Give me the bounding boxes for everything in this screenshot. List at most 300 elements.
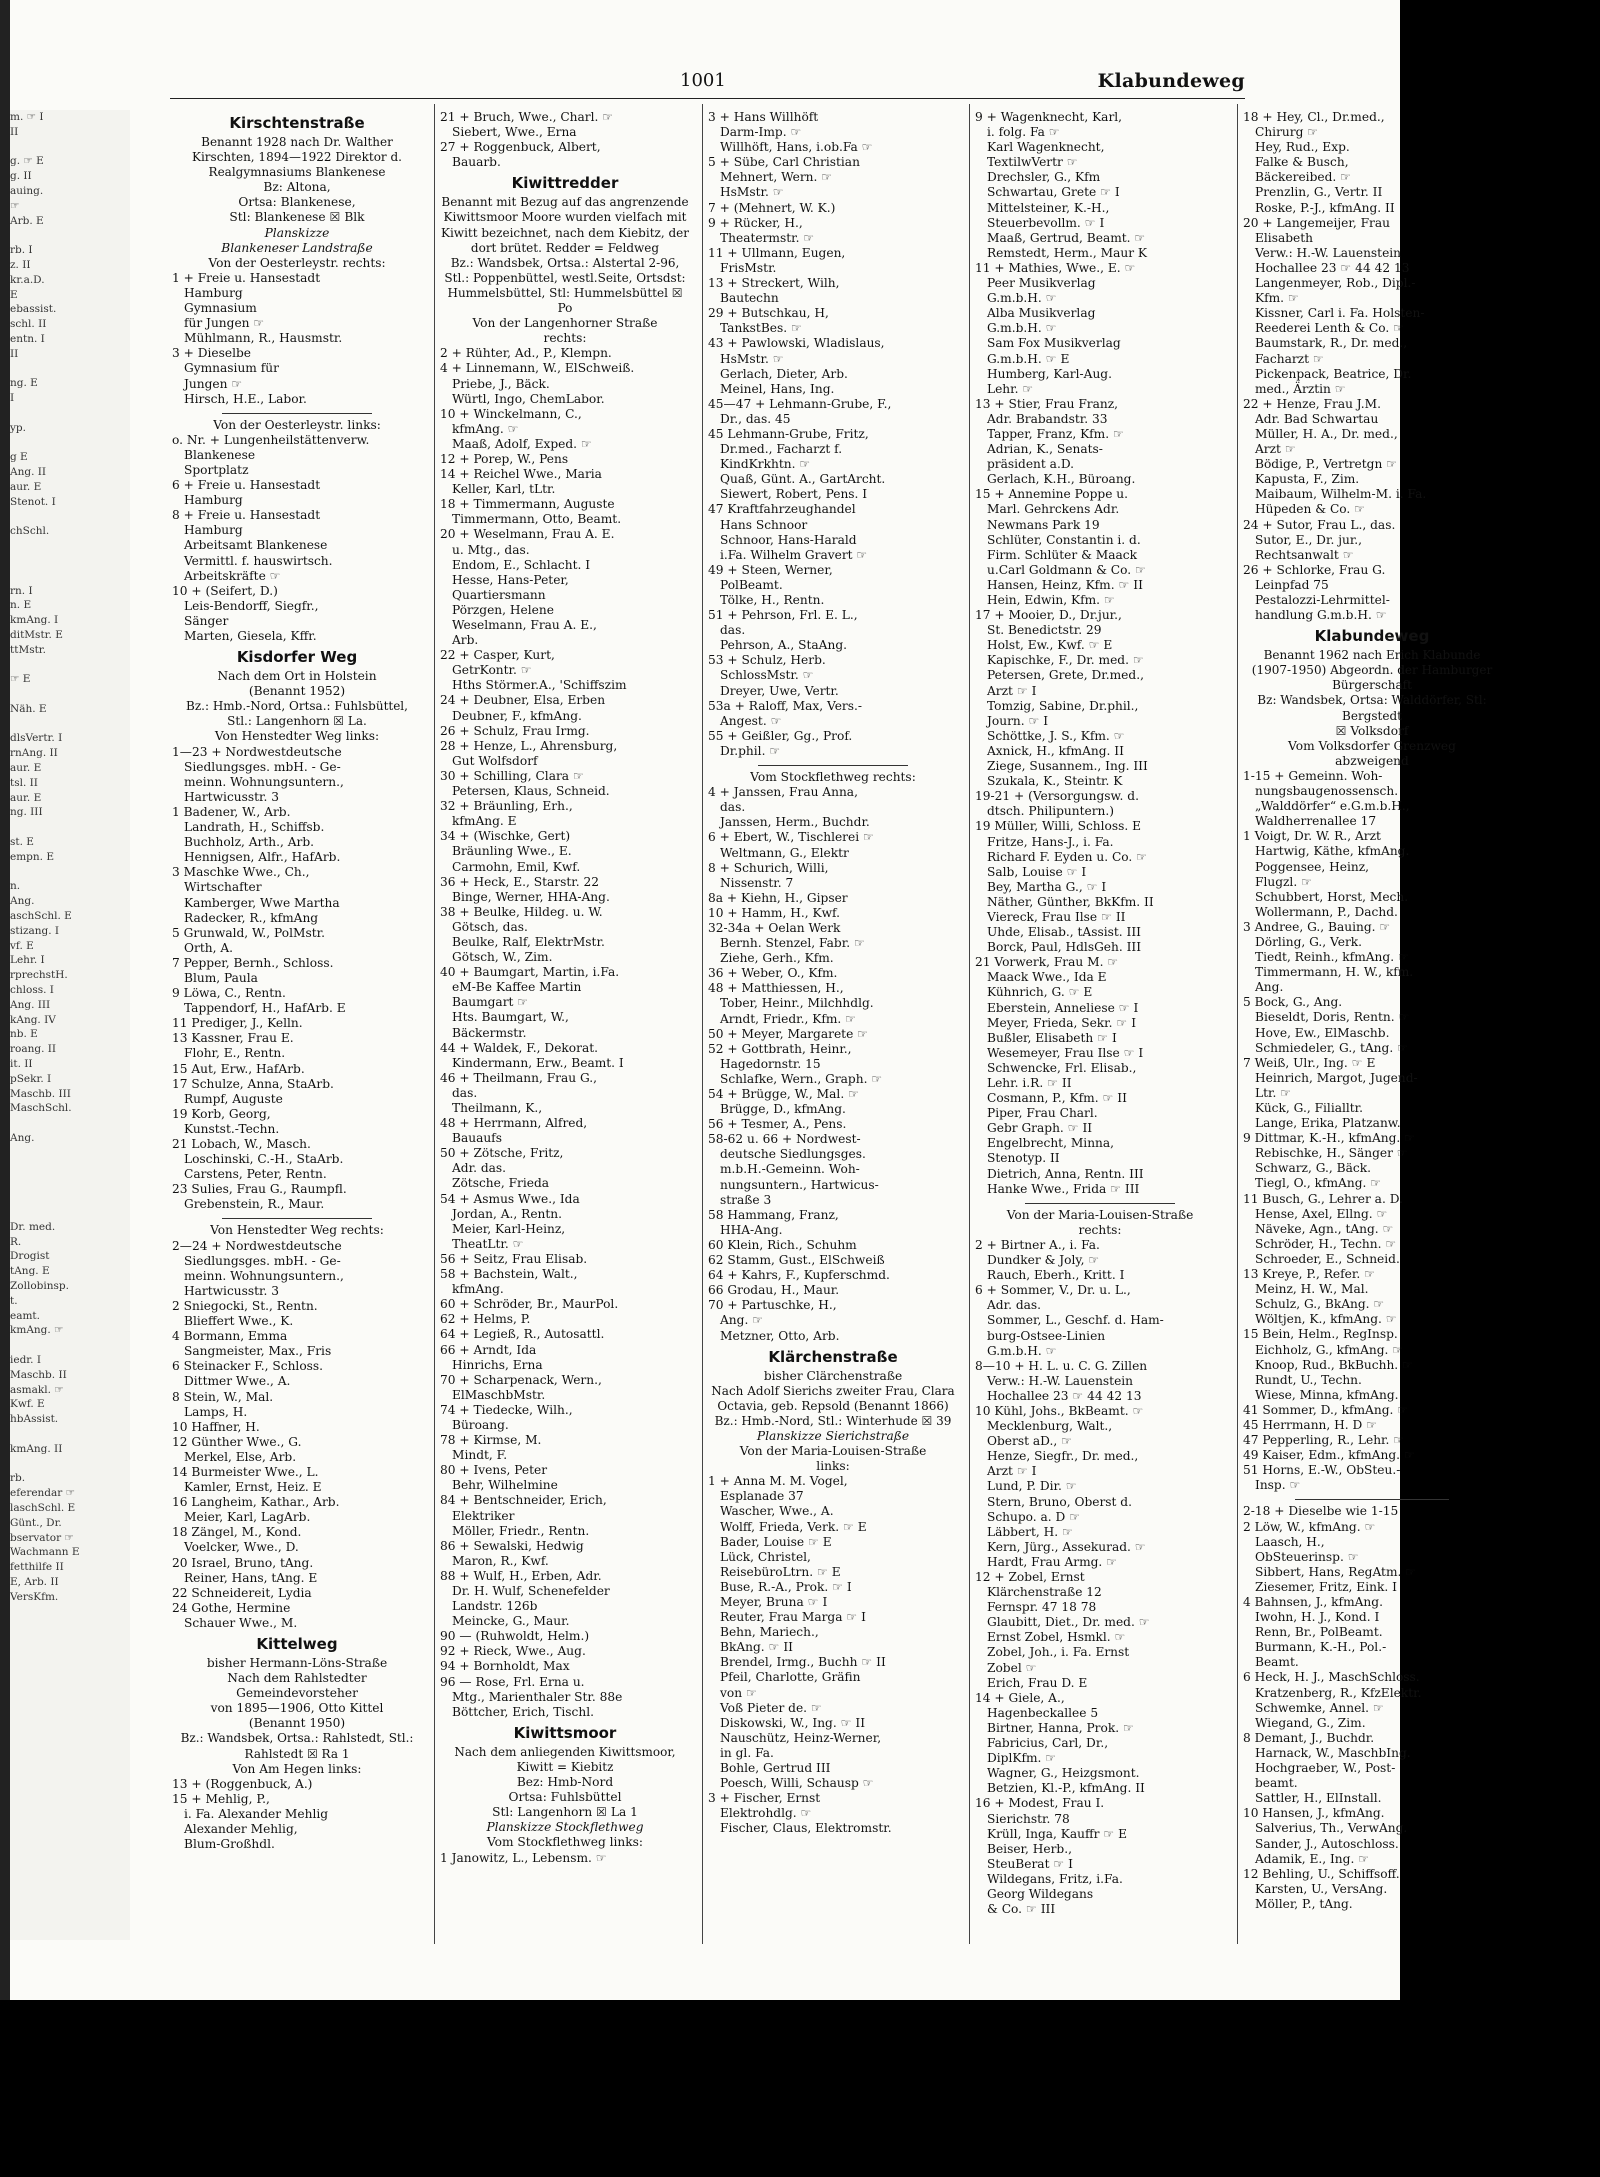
address-entry: 17 Schulze, Anna, StaArb. xyxy=(172,1076,334,1091)
resident-line: Flohr, E., Rentn. xyxy=(184,1046,286,1061)
resident-line: Hagenbeckallee 5 xyxy=(987,1705,1099,1720)
resident-line: Weltmann, G., Elektr xyxy=(720,845,849,860)
fragment-line: rn. I xyxy=(10,584,33,597)
resident-line: Kern, Jürg., Assekurad. ☞ xyxy=(987,1539,1146,1554)
resident-line: Hanke Wwe., Frida ☞ III xyxy=(987,1181,1140,1196)
fragment-line: laschSchl. E xyxy=(10,1501,76,1514)
resident-line: Hagedornstr. 15 xyxy=(720,1056,821,1071)
resident-line: Sangmeister, Max., Fris xyxy=(184,1344,332,1359)
resident-line: Kühnrich, G. ☞ E xyxy=(987,985,1093,1000)
address-entry: 17 + Mooier, D., Dr.jur., xyxy=(975,608,1122,623)
fragment-line xyxy=(10,1457,130,1472)
resident-line: Diskowski, W., Ing. ☞ II xyxy=(720,1715,866,1730)
resident-line: Facharzt ☞ xyxy=(1255,351,1324,366)
address-entry: 46 + Theilmann, Frau G., xyxy=(440,1070,598,1085)
resident-line: i. folg. Fa ☞ xyxy=(987,125,1060,140)
fragment-line: bservator ☞ xyxy=(10,1531,74,1544)
resident-line: Steuerbevollm. ☞ I xyxy=(987,215,1105,230)
resident-line: Adamik, E., Ing. ☞ xyxy=(1255,1851,1370,1866)
fragment-line: aur. E xyxy=(10,480,42,493)
address-entry: 2 Löw, W., kfmAng. ☞ xyxy=(1243,1519,1376,1534)
address-entry: 13 Kassner, Frau E. xyxy=(172,1031,294,1046)
resident-line: Rumpf, Auguste xyxy=(184,1091,283,1106)
section-caption: Von Henstedter Weg links: xyxy=(214,729,380,744)
resident-line: u. Mtg., das. xyxy=(452,542,530,557)
resident-line: Schröder, H., Techn. ☞ xyxy=(1255,1236,1397,1251)
resident-line: HsMstr. ☞ xyxy=(720,185,784,200)
resident-line: SteuBerat ☞ I xyxy=(987,1856,1073,1871)
fragment-line: E, Arb. II xyxy=(10,1575,59,1588)
resident-line: Büroang. xyxy=(452,1417,509,1432)
column-rule xyxy=(434,104,435,1944)
section-caption: (Benannt 1950) xyxy=(248,1716,346,1731)
resident-line: Arbeitskräfte ☞ xyxy=(184,568,281,583)
resident-line: kfmAng. ☞ xyxy=(452,421,519,436)
fragment-line xyxy=(10,569,130,584)
address-entry: 14 + Reichel Wwe., Maria xyxy=(440,467,602,482)
address-entry: 13 + Streckert, Wilh, xyxy=(708,276,840,291)
resident-line: Marten, Giesela, Kffr. xyxy=(184,629,317,643)
resident-line: Harnack, W., MaschbIng. xyxy=(1255,1745,1411,1760)
map-reference: Planskizze Stockflethweg xyxy=(486,1820,644,1835)
resident-line: Wiese, Minna, kfmAng. xyxy=(1255,1387,1399,1402)
street-note: Bz.: Wandsbek, Ortsa.: Rahlstedt, Stl.: Rahlstedt ☒ Ra 1 xyxy=(180,1731,414,1761)
resident-line: Adr. Bad Schwartau xyxy=(1255,411,1379,426)
fragment-line xyxy=(10,865,130,880)
resident-line: Piper, Frau Charl. xyxy=(987,1106,1098,1121)
address-entry: 19-21 + (Versorgungsw. d. xyxy=(975,789,1139,804)
address-entry: 62 Stamm, Gust., ElSchweiß xyxy=(708,1253,885,1268)
resident-line: Borck, Paul, HdlsGeh. III xyxy=(987,940,1142,955)
resident-line: Maack Wwe., Ida E xyxy=(987,970,1107,985)
resident-line: Darm-Imp. ☞ xyxy=(720,125,802,140)
address-entry: 54 + Brügge, W., Mal. ☞ xyxy=(708,1087,859,1101)
resident-line: Weselmann, Frau A. E., xyxy=(452,618,597,632)
fragment-line: E xyxy=(10,288,18,301)
resident-line: Voelcker, Wwe., D. xyxy=(184,1540,299,1555)
resident-line: Jungen ☞ xyxy=(184,376,243,391)
address-entry: 21 Vorwerk, Frau M. ☞ xyxy=(975,955,1119,970)
resident-line: Sibbert, Hans, RegAtm. ☞ xyxy=(1255,1564,1417,1579)
resident-line: Hochallee 23 ☞ 44 42 13 xyxy=(987,1388,1142,1403)
resident-line: das. xyxy=(720,800,746,815)
fragment-line xyxy=(10,1338,130,1353)
address-entry: 47 Kraftfahrzeughandel xyxy=(708,502,856,517)
resident-line: Schwartau, Grete ☞ I xyxy=(987,185,1120,200)
resident-line: Deubner, F., kfmAng. xyxy=(452,708,582,723)
resident-line: m.b.H.-Gemeinn. Woh- xyxy=(720,1162,860,1177)
resident-line: Meier, Karl-Heinz, xyxy=(452,1221,566,1236)
fragment-line: eferendar ☞ xyxy=(10,1487,76,1500)
fragment-line: ditMstr. E xyxy=(10,628,63,641)
resident-line: Meier, Karl, LagArb. xyxy=(184,1510,311,1525)
resident-line: Stenotyp. II xyxy=(987,1151,1060,1166)
column-rule xyxy=(702,104,703,1944)
resident-line: Wascher, Wwe., A. xyxy=(720,1504,834,1519)
resident-line: Eberstein, Anneliese ☞ I xyxy=(987,1000,1139,1015)
resident-line: Siedlungsges. mbH. - Ge- xyxy=(184,759,341,774)
section-caption: Von Am Hegen links: xyxy=(232,1761,362,1776)
resident-line: Alba Musikverlag xyxy=(987,306,1096,321)
address-entry: 3 + Fischer, Ernst xyxy=(708,1791,821,1806)
fragment-line: rb. xyxy=(10,1472,26,1485)
directory-column-5 xyxy=(1243,110,1501,1940)
address-entry: 53 + Schulz, Herb. xyxy=(708,653,826,668)
address-entry: 48 + Herrmann, Alfred, xyxy=(440,1116,588,1131)
resident-line: Pehrson, A., StaAng. xyxy=(720,638,847,653)
address-entry: 8a + Kiehn, H., Gipser xyxy=(708,890,848,905)
resident-line: Hamburg xyxy=(184,285,243,300)
resident-line: Möller, P., tAng. xyxy=(1255,1896,1353,1911)
address-entry: 4 Bahnsen, J., kfmAng. xyxy=(1243,1595,1383,1609)
resident-line: Lehr. ☞ xyxy=(987,381,1034,396)
address-entry: 38 + Beulke, Hildeg. u. W. xyxy=(440,904,603,919)
resident-line: Quaß, Günt. A., GartArcht. xyxy=(720,472,886,487)
address-entry: 22 Schneidereit, Lydia xyxy=(172,1585,312,1600)
resident-line: Orth, A. xyxy=(184,940,233,955)
fragment-line: m. ☞ I xyxy=(10,111,44,123)
resident-line: Gerlach, Dieter, Arb. xyxy=(720,366,848,381)
section-caption: abzweigend xyxy=(1335,753,1409,768)
address-entry: 40 + Baumgart, Martin, i.Fa. xyxy=(440,965,620,980)
resident-line: Bußler, Elisabeth ☞ I xyxy=(987,1030,1117,1045)
resident-line: Dr., das. 45 xyxy=(720,411,791,426)
fragment-line xyxy=(10,1205,130,1220)
address-entry: 8 + Freie u. Hansestadt xyxy=(172,508,321,523)
resident-line: Holst, Ew., Kwf. ☞ E xyxy=(987,638,1113,653)
resident-line: Drechsler, G., Kfm xyxy=(987,170,1101,185)
fragment-line: chSchl. xyxy=(10,525,50,538)
address-entry: 90 — (Ruhwoldt, Helm.) xyxy=(440,1629,590,1644)
fragment-line: kmAng. ☞ xyxy=(10,1324,64,1337)
section-caption: bisher Clärchenstraße xyxy=(763,1368,903,1383)
resident-line: Salb, Louise ☞ I xyxy=(987,864,1087,879)
fragment-line: eamt. xyxy=(10,1309,40,1322)
fragment-line: ttMstr. xyxy=(10,643,47,656)
address-entry: 15 + Annemine Poppe u. xyxy=(975,487,1129,502)
resident-line: Blum, Paula xyxy=(184,970,258,985)
section-caption: Von der Oesterleystr. links: xyxy=(213,417,381,432)
address-entry: 10 + (Seifert, D.) xyxy=(172,583,278,598)
section-caption: Vom Stockflethweg links: xyxy=(486,1835,644,1850)
fragment-line: roang. II xyxy=(10,1043,57,1056)
resident-line: PolBeamt. xyxy=(720,577,783,592)
resident-line: Dietrich, Anna, Rentn. III xyxy=(987,1166,1144,1181)
fragment-line xyxy=(10,510,130,525)
fragment-line: hbAssist. xyxy=(10,1413,59,1426)
resident-line: Firm. Schlüter & Maack xyxy=(987,547,1138,562)
resident-line: Möller, Friedr., Rentn. xyxy=(452,1523,590,1538)
resident-line: Reuter, Frau Marga ☞ I xyxy=(720,1610,866,1625)
fragment-line: Ang. xyxy=(10,895,35,908)
fragment-line: auing. xyxy=(10,184,44,197)
resident-line: Reiner, Hans, tAng. E xyxy=(184,1570,318,1585)
address-entry: 54 + Asmus Wwe., Ida xyxy=(440,1191,580,1206)
address-entry: 14 + Giele, A., xyxy=(975,1690,1065,1705)
fragment-line: schl. II xyxy=(10,318,47,331)
previous-page-fragment xyxy=(10,110,130,1940)
address-entry: 66 Grodau, H., Maur. xyxy=(708,1283,840,1298)
fragment-line: chloss. I xyxy=(10,984,54,997)
resident-line: Lange, Erika, Platzanw. xyxy=(1255,1116,1401,1131)
section-separator xyxy=(222,1218,372,1219)
address-entry: 13 Kreye, P., Refer. ☞ xyxy=(1243,1267,1375,1282)
section-caption: Stl: Blankenese ☒ Blk xyxy=(229,210,365,225)
address-entry: 30 + Schilling, Clara ☞ xyxy=(440,768,584,783)
resident-line: Bieseldt, Doris, Rentn. ☞ xyxy=(1255,1010,1410,1025)
resident-line: Klärchenstraße 12 xyxy=(987,1585,1102,1600)
resident-line: Schlafke, Wern., Graph. ☞ xyxy=(720,1071,883,1086)
section-caption: Stl: Langenhorn ☒ La 1 xyxy=(492,1805,638,1820)
resident-line: GetrKontr. ☞ xyxy=(452,663,532,678)
fragment-line: tAng. E xyxy=(10,1265,50,1278)
resident-line: KindKrkhtn. ☞ xyxy=(720,457,811,472)
resident-line: Heinrich, Margot, Jugend- xyxy=(1255,1070,1418,1085)
address-entry: 6 Heck, H. J., MaschSchloss. xyxy=(1243,1670,1420,1685)
resident-line: Verw.: H.-W. Lauenstein xyxy=(1255,245,1402,260)
resident-line: Rechtsanwalt ☞ xyxy=(1255,547,1354,562)
fragment-line: R. xyxy=(10,1235,22,1248)
resident-line: Binge, Werner, HHA-Ang. xyxy=(452,889,610,904)
resident-line: Kamberger, Wwe Martha xyxy=(184,895,340,910)
resident-line: Kück, G., Filialltr. xyxy=(1255,1101,1364,1115)
resident-line: Roske, P.-J., kfmAng. II xyxy=(1255,200,1395,215)
address-entry: 21 + Bruch, Wwe., Charl. ☞ xyxy=(440,110,614,124)
fragment-line: g E xyxy=(10,451,28,464)
address-entry: 4 + Janssen, Frau Anna, xyxy=(708,785,858,800)
resident-line: Götsch, W., Zim. xyxy=(452,950,553,965)
fragment-line: vf. E xyxy=(10,939,34,952)
fragment-line: yp. xyxy=(10,421,26,434)
street-note: Nach dem anliegenden Kiwittsmoor, Kiwitt = Kiebitz xyxy=(454,1744,676,1774)
resident-line: HsMstr. ☞ xyxy=(720,351,784,366)
resident-line: Hartwicusstr. 3 xyxy=(184,1283,280,1298)
resident-line: Meyer, Frieda, Sekr. ☞ I xyxy=(987,1015,1137,1030)
street-heading: Klabundeweg xyxy=(1314,627,1430,646)
resident-line: Maibaum, Wilhelm-M. i. Fa. xyxy=(1255,487,1427,502)
resident-line: Kapusta, F., Zim. xyxy=(1255,472,1360,487)
resident-line: Rundt, U., Techn. xyxy=(1255,1372,1362,1387)
address-entry: 6 + Freie u. Hansestadt xyxy=(172,478,321,493)
address-entry: 20 Israel, Bruno, tAng. xyxy=(172,1555,314,1570)
resident-line: Lehr. i.R. ☞ II xyxy=(987,1076,1072,1090)
fragment-line xyxy=(10,1427,130,1442)
address-entry: 8—10 + H. L. u. C. G. Zillen xyxy=(975,1358,1148,1373)
section-caption: Nach dem Rahlstedter xyxy=(227,1671,367,1686)
resident-line: Fabricius, Carl, Dr., xyxy=(987,1736,1109,1751)
resident-line: G.m.b.H. ☞ xyxy=(987,321,1057,336)
resident-line: Siewert, Robert, Pens. I xyxy=(720,487,868,502)
resident-line: Timmermann, H. W., kfm. xyxy=(1255,965,1414,980)
resident-line: Hüpeden & Co. ☞ xyxy=(1255,502,1366,517)
section-caption: rechts: xyxy=(543,331,587,346)
section-caption: von 1895—1906, Otto Kittel xyxy=(210,1701,384,1716)
resident-line: Theilmann, K., xyxy=(452,1101,543,1115)
resident-line: Beulke, Ralf, ElektrMstr. xyxy=(452,934,605,949)
address-entry: 1 Janowitz, L., Lebensm. ☞ xyxy=(440,1850,607,1865)
resident-line: Hesse, Hans-Peter, xyxy=(452,572,569,587)
resident-line: Radecker, R., kfmAng xyxy=(184,910,319,925)
resident-line: Petersen, Klaus, Schneid. xyxy=(452,784,610,799)
address-entry: 3 Maschke Wwe., Ch., xyxy=(172,865,310,880)
resident-line: Meincke, G., Maur. xyxy=(452,1614,570,1629)
address-entry: 7 + (Mehnert, W. K.) xyxy=(708,200,836,215)
address-entry: 8 Stein, W., Mal. xyxy=(172,1389,274,1404)
resident-line: Arbeitsamt Blankenese xyxy=(184,538,328,553)
resident-line: & Co. ☞ III xyxy=(987,1902,1056,1917)
resident-line: Beamt. xyxy=(1255,1655,1299,1670)
street-heading: Kiwittredder xyxy=(511,174,619,193)
resident-line: Wildegans, Fritz, i.Fa. xyxy=(987,1871,1123,1886)
address-entry: 48 + Matthiessen, H., xyxy=(708,981,844,996)
resident-line: Dreyer, Uwe, Vertr. xyxy=(720,683,839,698)
resident-line: Wesemeyer, Frau Ilse ☞ I xyxy=(987,1045,1144,1060)
resident-line: Gut Wolfsdorf xyxy=(452,753,538,768)
address-entry: 27 + Roggenbuck, Albert, xyxy=(440,140,601,155)
section-caption: ☒ Volksdorf xyxy=(1335,723,1409,738)
resident-line: Götsch, das. xyxy=(452,919,528,934)
fragment-line: I xyxy=(10,392,15,405)
resident-line: Hense, Axel, Ellng. ☞ xyxy=(1255,1206,1388,1221)
resident-line: Burmann, K.-H., Pol.- xyxy=(1255,1640,1387,1655)
fragment-line: II xyxy=(10,347,19,360)
street-heading: Kisdorfer Weg xyxy=(236,648,358,667)
fragment-line: Kwf. E xyxy=(10,1398,45,1411)
resident-line: für Jungen ☞ xyxy=(184,316,265,331)
fragment-line: stizang. I xyxy=(10,924,60,937)
fragment-line: fetthilfe II xyxy=(10,1561,64,1574)
resident-line: Gebr Graph. ☞ II xyxy=(987,1121,1093,1136)
resident-line: Hirsch, H.E., Labor. xyxy=(184,391,307,406)
fragment-line: rprechstH. xyxy=(10,969,68,982)
address-entry: 34 + (Wischke, Gert) xyxy=(440,829,571,844)
address-entry: 15 Aut, Erw., HafArb. xyxy=(172,1061,305,1076)
address-entry: 24 + Deubner, Elsa, Erben xyxy=(440,693,606,708)
resident-line: nungsbaugenossensch. xyxy=(1255,784,1399,799)
address-entry: 50 + Zötsche, Fritz, xyxy=(440,1146,564,1161)
fragment-line: ng. III xyxy=(10,806,43,819)
resident-line: Wollermann, P., Dachd. xyxy=(1255,904,1398,919)
address-entry: 15 Bein, Helm., RegInsp. xyxy=(1243,1327,1398,1342)
resident-line: Zobel, Joh., i. Fa. Ernst xyxy=(987,1645,1130,1660)
resident-line: Bödige, P., Vertretgn ☞ xyxy=(1255,457,1398,472)
fragment-line xyxy=(10,1116,130,1131)
resident-line: Hove, Ew., ElMaschb. xyxy=(1255,1025,1390,1040)
fragment-line xyxy=(10,657,130,672)
address-entry: 29 + Butschkau, H, xyxy=(708,306,829,321)
resident-line: Karl Wagenknecht, xyxy=(987,140,1105,155)
resident-line: Würtl, Ingo, ChemLabor. xyxy=(452,391,605,406)
resident-line: Bauarb. xyxy=(452,155,501,170)
fragment-line: dlsVertr. I xyxy=(10,732,63,745)
address-entry: 60 + Schröder, Br., MaurPol. xyxy=(440,1297,619,1312)
address-entry: 50 + Meyer, Margarete ☞ xyxy=(708,1026,869,1041)
resident-line: Peer Musikverlag xyxy=(987,276,1096,291)
resident-line: Bäckermstr. xyxy=(452,1025,527,1040)
address-entry: 22 + Casper, Kurt, xyxy=(440,648,555,663)
fragment-line: aur. E xyxy=(10,762,42,775)
resident-line: Oberst aD., ☞ xyxy=(987,1434,1073,1449)
section-caption: Von der Oesterleystr. rechts: xyxy=(208,255,386,270)
resident-line: Insp. ☞ xyxy=(1255,1478,1301,1493)
street-note: Bz.: Wandsbek, Ortsa.: Alstertal 2-96, Stl.: Poppenbüttel, westl.Seite, Ortsdst: Hummelsbüttel, Stl: Hummelsbüttel ☒ Po xyxy=(444,255,686,316)
resident-line: Sierichstr. 78 xyxy=(987,1811,1070,1826)
address-entry: 4 Bormann, Emma xyxy=(172,1329,288,1344)
street-note: Benannt mit Bezug auf das angrenzende Kiwittsmoor Moore wurden vielfach mit Kiwitt bezeichnet, nach dem Kiebitz, der dort brütet. Redder = Feldweg xyxy=(441,195,689,255)
resident-line: Kapischke, F., Dr. med. ☞ xyxy=(987,653,1144,668)
resident-line: Schlüter, Constantin i. d. xyxy=(987,532,1141,547)
fragment-line: iedr. I xyxy=(10,1353,41,1366)
address-entry: 78 + Kirmse, M. xyxy=(440,1433,542,1448)
resident-line: Schroeder, E., Schneid. xyxy=(1255,1251,1400,1266)
resident-line: Bauaufs xyxy=(452,1131,502,1146)
street-heading: Kittelweg xyxy=(256,1635,338,1653)
resident-line: Ernst Zobel, Hsmkl. ☞ xyxy=(987,1630,1126,1645)
resident-line: Näveke, Agn., tAng. ☞ xyxy=(1255,1221,1394,1236)
resident-line: Tober, Heinr., Milchhdlg. xyxy=(720,996,874,1011)
resident-line: Viereck, Frau Ilse ☞ II xyxy=(987,909,1126,924)
resident-line: Brendel, Irmg., Buchh ☞ II xyxy=(720,1655,886,1670)
resident-line: Hochallee 23 ☞ 44 42 13 xyxy=(1255,260,1410,275)
resident-line: Adr. Brabandstr. 33 xyxy=(987,411,1108,426)
resident-line: Müller, H. A., Dr. med., xyxy=(1255,426,1398,441)
resident-line: Henze, Siegfr., Dr. med., xyxy=(987,1449,1139,1464)
resident-line: Georg Wildegans xyxy=(987,1886,1094,1901)
resident-line: Dundker & Joly, ☞ xyxy=(987,1253,1100,1268)
resident-line: Wirtschafter xyxy=(184,880,262,895)
resident-line: Bäckereibed. ☞ xyxy=(1255,170,1352,185)
resident-line: Mecklenburg, Walt., xyxy=(987,1419,1113,1434)
address-entry: 51 Horns, E.-W., ObSteu.- xyxy=(1243,1463,1401,1478)
address-entry: 2-18 + Dieselbe wie 1-15 xyxy=(1243,1504,1399,1519)
resident-line: Hey, Rud., Exp. xyxy=(1255,140,1350,155)
resident-line: Siedlungsges. mbH. - Ge- xyxy=(184,1253,341,1268)
fragment-line xyxy=(10,1190,130,1205)
resident-line: med., Ärztin ☞ xyxy=(1255,381,1346,396)
resident-line: Verw.: H.-W. Lauenstein xyxy=(987,1373,1134,1388)
address-entry: 13 + (Roggenbuck, A.) xyxy=(172,1776,313,1791)
address-entry: 41 Sommer, D., kfmAng. ☞ xyxy=(1243,1402,1409,1417)
resident-line: präsident a.D. xyxy=(987,457,1075,472)
fragment-line: rnAng. II xyxy=(10,747,58,760)
fragment-line: kmAng. II xyxy=(10,1442,63,1455)
resident-line: Kfm. ☞ xyxy=(1255,291,1299,306)
resident-line: Ziesemer, Fritz, Eink. I xyxy=(1255,1579,1397,1594)
resident-line: Pestalozzi-Lehrmittel- xyxy=(1255,593,1390,607)
resident-line: Mehnert, Wern. ☞ xyxy=(720,170,833,185)
fragment-line: Zollobinsp. xyxy=(10,1279,69,1292)
fragment-line: aschSchl. E xyxy=(10,910,72,923)
section-caption: bisher Hermann-Löns-Straße xyxy=(206,1656,388,1670)
resident-line: Kissner, Carl i. Fa. Holsten- xyxy=(1255,306,1425,321)
address-entry: 44 + Waldek, F., Dekorat. xyxy=(440,1040,598,1055)
section-caption: (Benannt 1952) xyxy=(248,684,346,699)
address-entry: 56 + Seitz, Frau Elisab. xyxy=(440,1251,588,1266)
fragment-line: Dr. med. xyxy=(10,1220,56,1233)
resident-line: Behr, Wilhelmine xyxy=(452,1478,558,1493)
resident-line: Gerlach, K.H., Büroang. xyxy=(987,472,1136,487)
address-entry: 1 Badener, W., Arb. xyxy=(172,804,291,819)
resident-line: Flugzl. ☞ xyxy=(1255,874,1312,889)
resident-line: Uhde, Elisab., tAssist. III xyxy=(987,925,1141,940)
resident-line: Lamps, H. xyxy=(184,1404,248,1419)
address-entry: 10 + Winckelmann, C., xyxy=(440,406,582,421)
map-reference: Planskizze xyxy=(264,225,330,240)
resident-line: Kratzenberg, R., KfzElektr. xyxy=(1255,1685,1422,1700)
address-entry: 96 — Rose, Frl. Erna u. xyxy=(440,1674,585,1689)
address-entry: 23 Sulies, Frau G., Raumpfl. xyxy=(172,1182,347,1197)
map-reference: Blankeneser Landstraße xyxy=(221,240,373,255)
